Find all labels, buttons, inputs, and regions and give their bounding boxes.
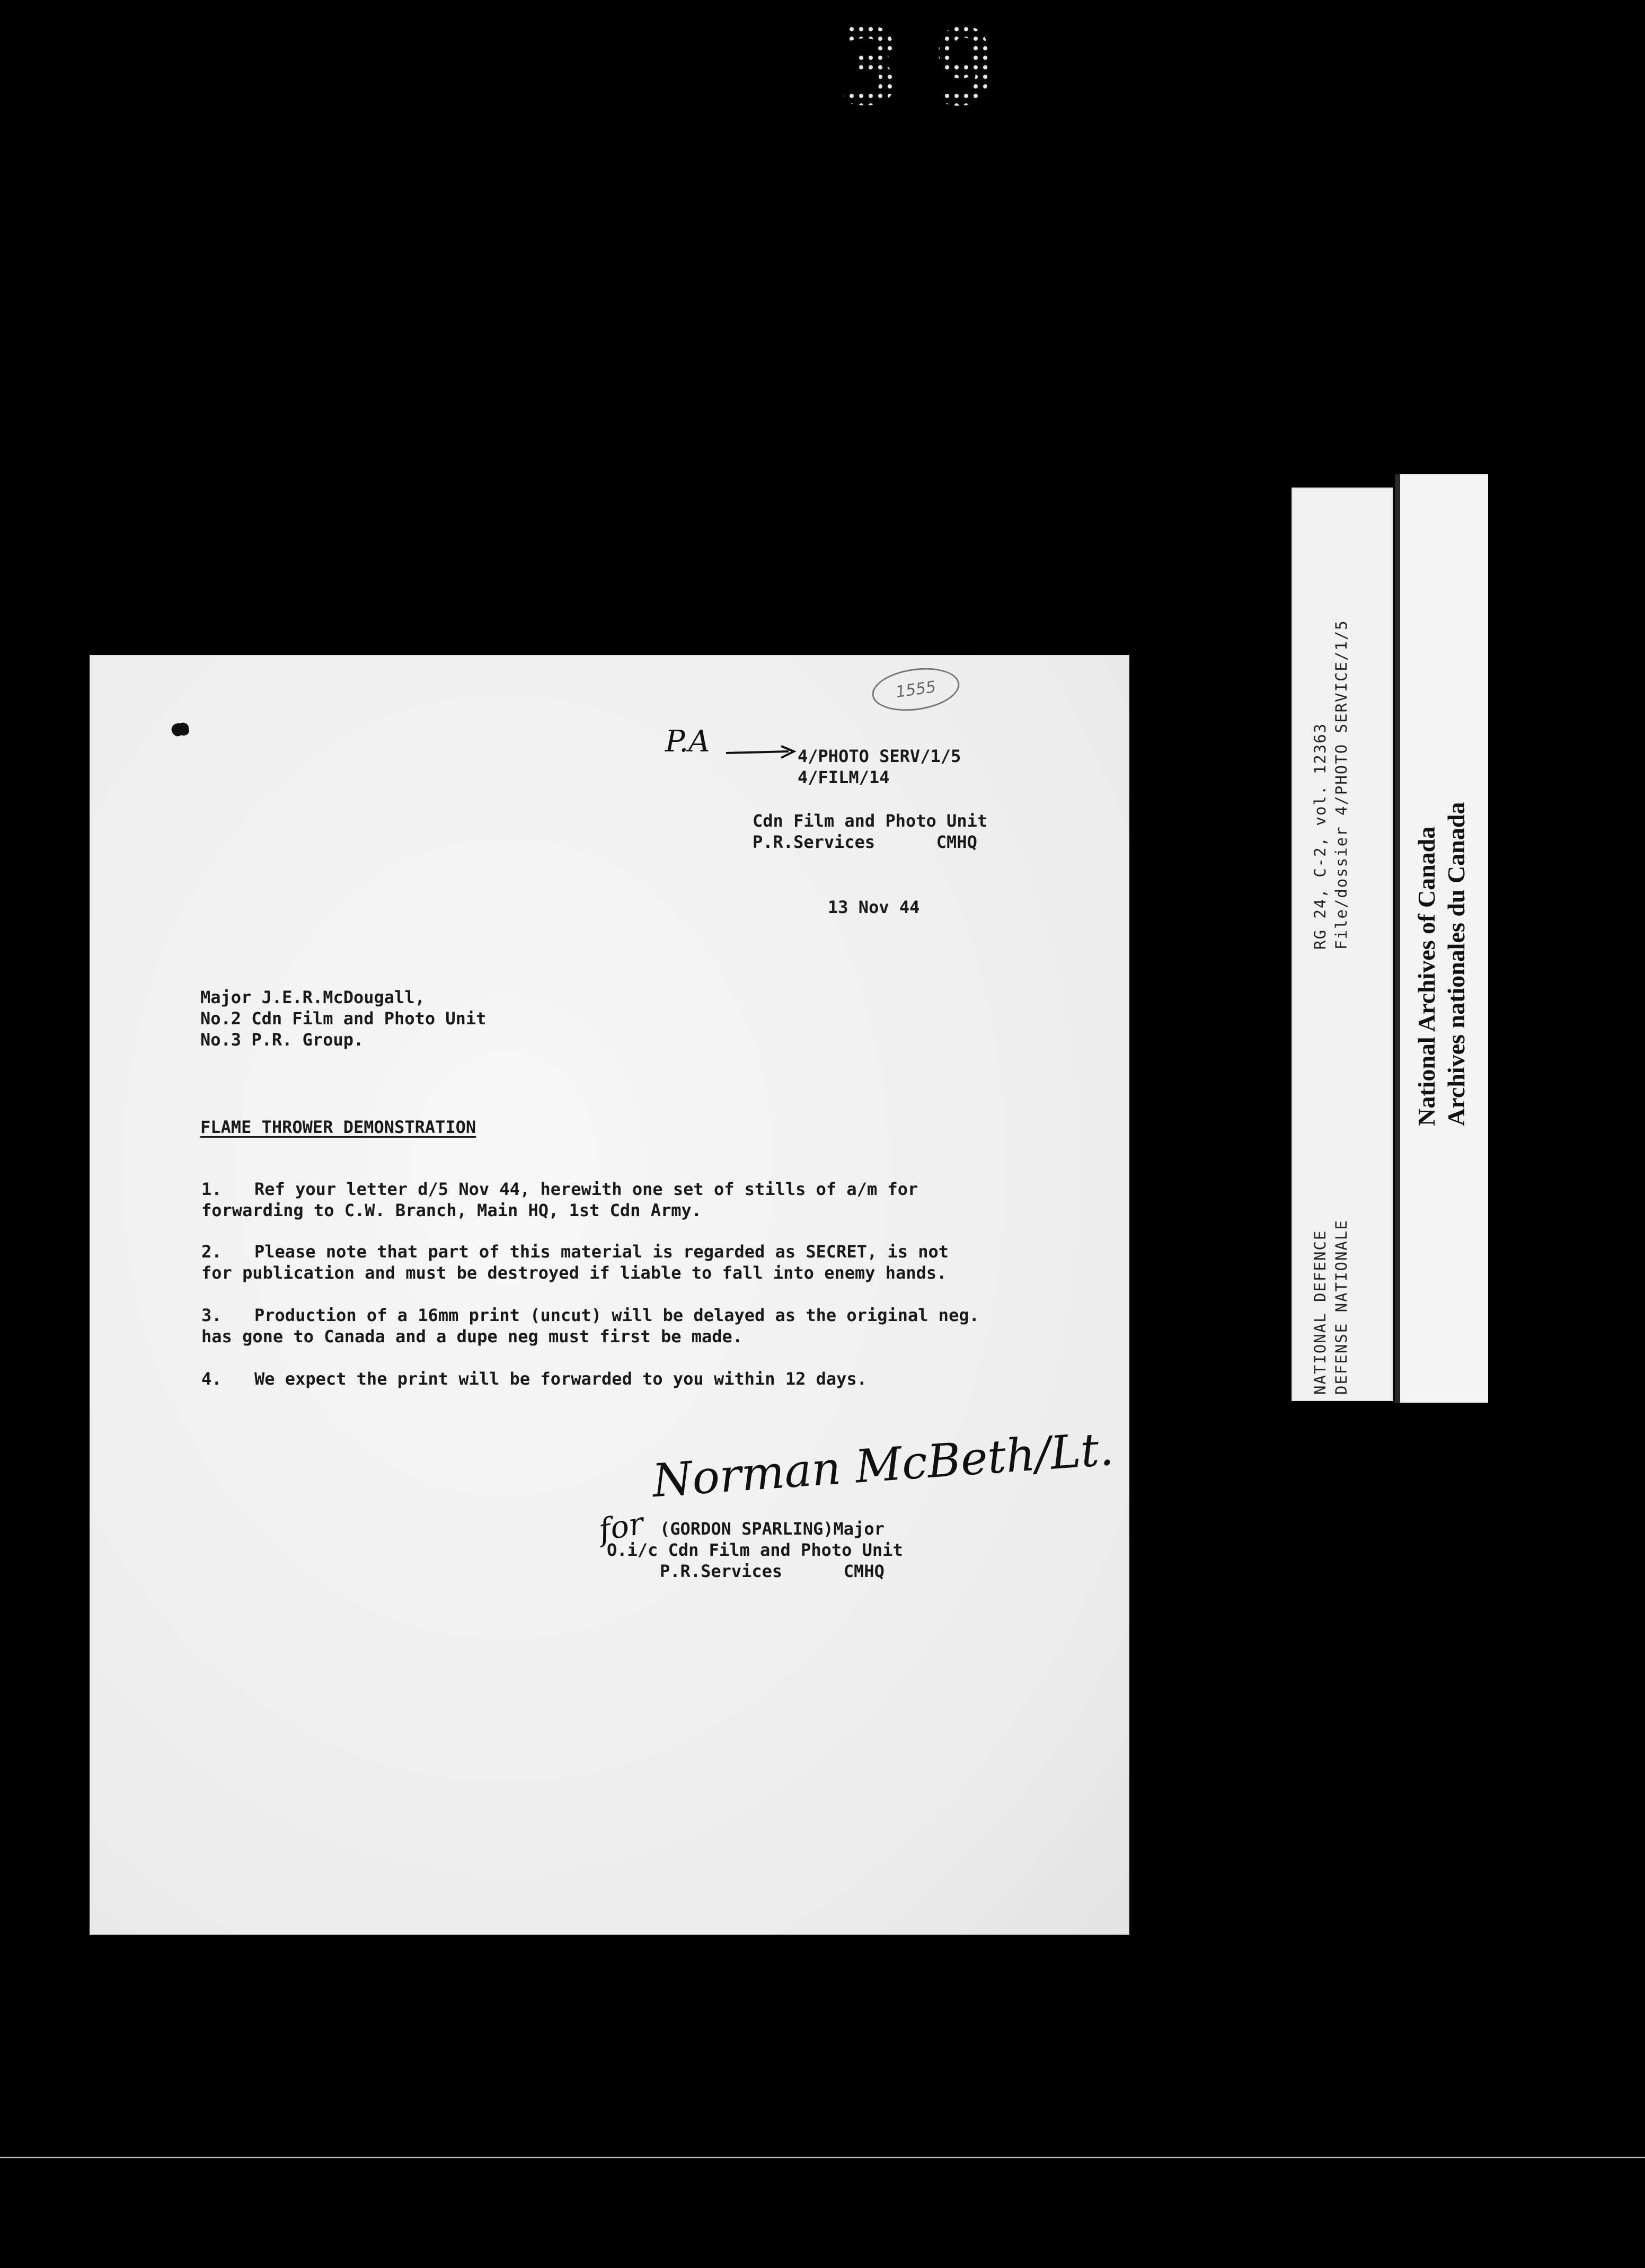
file-ref-2: 4/FILM/14 [798,767,890,787]
archive-reference-label [1292,488,1393,1401]
signature: Norman McBeth/Lt. [650,1422,1116,1508]
sender-unit: Cdn Film and Photo Unit [753,811,988,831]
paragraph-2-number: 2. [201,1242,222,1262]
sender-services: P.R.Services CMHQ [753,832,977,852]
recipient-line-1: Major J.E.R.McDougall, [200,987,425,1007]
paragraph-3-line-1: Production of a 16mm print (uncut) will be delayed as the original neg. [254,1305,979,1325]
signatory-name: (GORDON SPARLING)Major [660,1519,885,1539]
department-line-1: NATIONAL DEFENCE [1311,1229,1329,1395]
paragraph-1-number: 1. [201,1179,222,1199]
registry-stamp [869,663,962,716]
ink-blot-icon [170,719,192,739]
subject-heading: FLAME THROWER DEMONSTRATION [200,1117,476,1137]
paragraph-2-line-2: for publication and must be destroyed if liable to fall into enemy hands. [201,1263,947,1283]
signatory-services: P.R.Services CMHQ [660,1561,885,1581]
paragraph-2-line-1: Please note that part of this material is regarded as SECRET, is not [254,1242,949,1262]
frame-number: 39 [837,6,1029,129]
document-page [90,655,1129,1934]
film-edge-line [0,2157,1645,2158]
recipient-line-3: No.3 P.R. Group. [200,1030,364,1050]
archives-name-fr: Archives nationales du Canada [1443,802,1470,1126]
letter-date: 13 Nov 44 [828,897,920,917]
archives-name-en: National Archives of Canada [1413,826,1440,1126]
handwritten-routing: P.A [665,724,710,759]
paragraph-3-line-2: has gone to Canada and a dupe neg must first be made. [201,1326,743,1346]
routing-arrow-icon [726,745,798,760]
archive-reference-line-1: RG 24, C-2, vol. 12363 [1311,722,1329,950]
department-line-2: DEFENSE NATIONALE [1332,1219,1350,1395]
signature-for: for [596,1505,647,1548]
paragraph-1-line-2: forwarding to C.W. Branch, Main HQ, 1st Cdn Army. [201,1200,702,1220]
archive-reference-line-2: File/dossier 4/PHOTO SERVICE/1/5 [1332,619,1350,950]
paragraph-3-number: 3. [201,1305,222,1325]
paragraph-4-number: 4. [201,1369,222,1389]
file-ref-1: 4/PHOTO SERV/1/5 [798,746,961,766]
recipient-line-2: No.2 Cdn Film and Photo Unit [200,1008,487,1029]
paragraph-1-line-1: Ref your letter d/5 Nov 44, herewith one set of stills of a/m for [254,1179,918,1199]
paragraph-4-line-1: We expect the print will be forwarded to you within 12 days. [254,1369,867,1389]
signatory-title: O.i/c Cdn Film and Photo Unit [607,1540,903,1560]
archive-institution-label [1395,474,1488,1403]
stamp-number: 1555 [894,677,938,702]
